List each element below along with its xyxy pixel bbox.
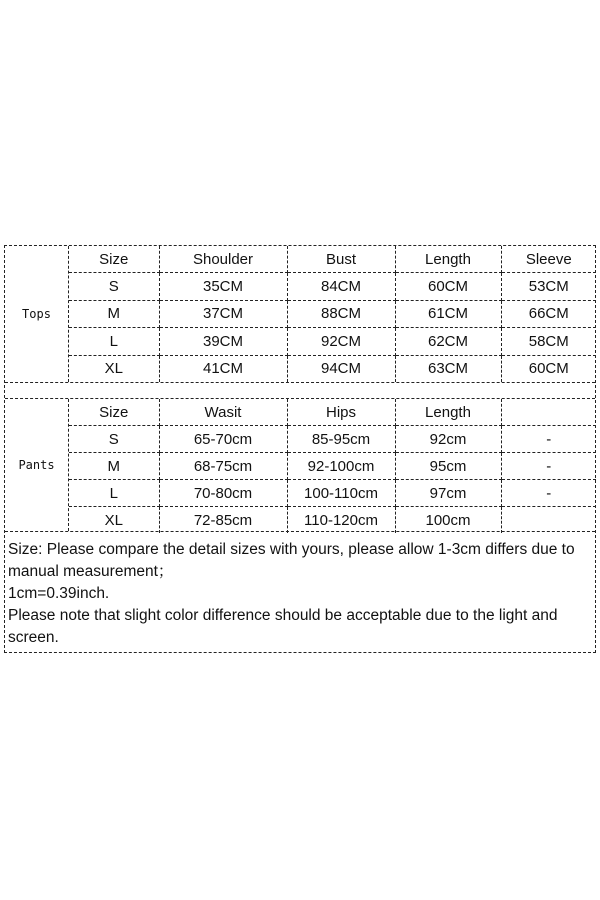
tops-cell: 94CM (287, 355, 395, 382)
tops-header-cell: Bust (287, 246, 395, 273)
pants-cell: 100cm (395, 507, 501, 534)
tops-cell: S (69, 273, 159, 300)
pants-cell: 65-70cm (159, 426, 287, 453)
pants-cell: - (501, 426, 596, 453)
pants-cell: 92cm (395, 426, 501, 453)
tops-row (69, 328, 596, 355)
tops-row (69, 300, 596, 327)
pants-header-cell: Hips (287, 399, 395, 426)
tops-section (5, 246, 595, 383)
tops-table (69, 246, 596, 382)
tops-label: Tops (5, 246, 69, 382)
tops-header-row (69, 246, 596, 273)
tops-cell: 37CM (159, 300, 287, 327)
pants-cell: S (69, 426, 159, 453)
pants-row (69, 453, 596, 480)
tops-row (69, 273, 596, 300)
tops-header-cell: Sleeve (501, 246, 596, 273)
pants-cell: M (69, 453, 159, 480)
pants-cell: 70-80cm (159, 480, 287, 507)
pants-cell: 72-85cm (159, 507, 287, 534)
pants-cell (501, 507, 596, 534)
note-color: Please note that slight color difference should be acceptable due to the light and screen. (8, 607, 558, 646)
tops-cell: 60CM (528, 360, 569, 378)
tops-cell: 53CM (501, 273, 596, 300)
tops-cell: 66CM (501, 300, 596, 327)
tops-header-cell: Length (395, 246, 501, 273)
note-size: Size: Please compare the detail sizes with yours, please allow 1-3cm differs due to manual measurement； (8, 541, 575, 580)
note-conversion: 1cm=0.39inch. (8, 585, 110, 602)
pants-cell: 95cm (395, 453, 501, 480)
pants-cell: 85-95cm (287, 426, 395, 453)
tops-cell: 41CM (159, 355, 287, 382)
tops-cell: 60CM (395, 273, 501, 300)
pants-cell: 68-75cm (159, 453, 287, 480)
pants-cell: 100-110cm (287, 480, 395, 507)
tops-cell: XL (69, 355, 159, 382)
tops-cell: 35CM (159, 273, 287, 300)
size-chart (4, 245, 596, 653)
pants-header-cell: Length (395, 399, 501, 426)
tops-header-cell: Shoulder (159, 246, 287, 273)
tops-cell: 58CM (501, 328, 596, 355)
pants-cell: - (501, 453, 596, 480)
pants-header-row (69, 399, 596, 426)
pants-header-cell: Wasit (159, 399, 287, 426)
pants-cell: - (501, 480, 596, 507)
pants-row (69, 426, 596, 453)
pants-header-cell (501, 399, 596, 426)
pants-row (69, 480, 596, 507)
tops-cell: 88CM (287, 300, 395, 327)
tops-cell: 63CM (395, 355, 501, 382)
tops-cell: M (69, 300, 159, 327)
pants-label: Pants (5, 399, 69, 531)
pants-cell: L (69, 480, 159, 507)
pants-header-cell: Size (69, 399, 159, 426)
pants-row (69, 507, 596, 534)
size-notes (5, 533, 595, 653)
tops-cell: 62CM (395, 328, 501, 355)
pants-cell: 92-100cm (287, 453, 395, 480)
pants-section (5, 398, 595, 532)
tops-cell: 39CM (159, 328, 287, 355)
tops-cell: 92CM (287, 328, 395, 355)
pants-cell: XL (69, 507, 159, 534)
pants-cell: 110-120cm (287, 507, 395, 534)
pants-table (69, 399, 596, 533)
tops-row (69, 355, 596, 382)
tops-cell: 84CM (287, 273, 395, 300)
tops-cell: L (69, 328, 159, 355)
tops-header-cell: Size (69, 246, 159, 273)
tops-cell: 61CM (395, 300, 501, 327)
pants-cell: 97cm (395, 480, 501, 507)
